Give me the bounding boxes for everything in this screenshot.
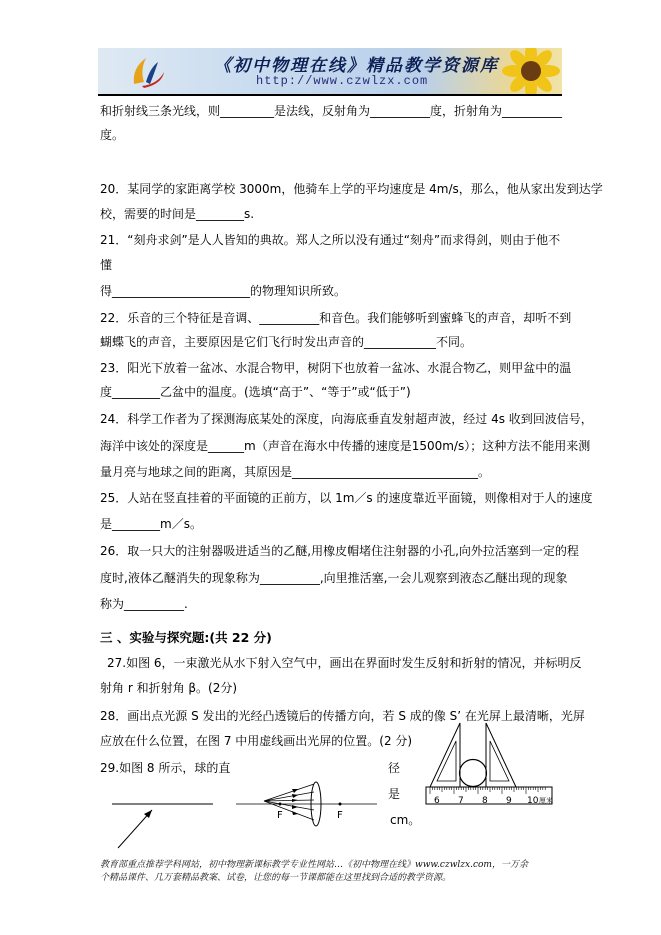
text-line: 29.如图 8 所示，球的直 — [100, 761, 231, 775]
text-line: 24．科学工作者为了探测海底某处的深度，向海底垂直发射超声波，经过 4s 收到回波信号， — [100, 412, 593, 426]
sunflower-icon — [496, 48, 562, 94]
text-line: 称为__________. — [100, 597, 188, 611]
text-line: 懂 — [100, 258, 113, 272]
header-rule — [98, 94, 562, 96]
text-line: 26．取一只大的注射器吸进适当的乙醚,用橡皮帽堵住注射器的小孔,向外拉活塞到一定的程 — [100, 544, 579, 558]
text-line: 得_______________________的物理知识所致。 — [100, 284, 347, 298]
text-line: 25．人站在竖直挂着的平面镜的正前方，以 1m／s 的速度靠近平面镜，则像相对于人的速度 — [100, 491, 593, 505]
text-line: 度。 — [100, 128, 125, 142]
text-fragment: 是 — [388, 787, 401, 801]
text-line: 度时,液体乙醚消失的现象称为__________,向里推活塞,一会儿观察到液态乙醚出现的现象 — [100, 571, 568, 585]
footer-line: 个精品课件、几万套精品教案、试卷，让您的每一节课都能在这里找到合适的教学资源。 — [100, 873, 452, 883]
ruler-unit: 厘米 — [539, 797, 553, 805]
focus-label-right: F — [337, 810, 343, 821]
banner-url[interactable]: http://www.czwlzx.com — [256, 74, 429, 88]
text-line: 应放在什么位置，在图 7 中用虚线画出光屏的位置。(2 分) — [100, 734, 413, 748]
ruler-label-9: 9 — [506, 796, 512, 806]
text-line: 射角 r 和折射角 β。(2分) — [100, 681, 238, 695]
text-line: 21．“刻舟求剑”是人人皆知的典故。郑人之所以没有通过“刻舟”而求得剑，则由于他不 — [100, 233, 561, 247]
text-line: 度________乙盆中的温度。(选填“高于”、“等于”或“低于”) — [100, 385, 411, 399]
text-line: 23．阳光下放着一盆冰、水混合物甲，树阴下也放着一盆冰、水混合物乙，则甲盆中的温 — [100, 361, 572, 375]
ruler-label-10: 10 — [527, 796, 539, 806]
focus-label-left: F — [277, 810, 283, 821]
header-banner — [98, 48, 562, 94]
banner-title: 《初中物理在线》精品教学资源库 — [214, 56, 499, 76]
text-line: 27.如图 6，一束激光从水下射入空气中，画出在界面时发生反射和折射的情况，并标明反 — [107, 656, 582, 670]
ruler-label-7: 7 — [458, 796, 464, 806]
text-line: 海洋中该处的深度是______m（声音在海水中传播的速度是1500m/s）；这种方法不能用来测 — [100, 439, 591, 453]
footer-line: 教育部重点推荐学科网站，初中物理新课标教学专业性网站…《初中物理在线》www.czwlzx.com，一万余 — [100, 860, 528, 870]
text-line: 28．画出点光源 S 发出的光经凸透镜后的传播方向，若 S 成的像 S’ 在光屏上最清晰，光屏 — [100, 709, 585, 723]
text-line: 是________m／s。 — [100, 517, 202, 531]
text-line: 和折射线三条光线，则_________是法线，反射角为__________度，折射角为__________ — [100, 104, 563, 118]
section-heading: 三 、实验与探究题:(共 22 分) — [100, 630, 272, 645]
text-line: 校，需要的时间是________s. — [100, 207, 255, 221]
figure-7-convex-lens — [232, 776, 382, 836]
text-line: 22．乐音的三个特征是音调、__________和音色。我们能够听到蜜蜂飞的声音，却听不到 — [100, 311, 572, 325]
text-line: 蝴蝶飞的声音，主要原因是它们飞行时发出声音的____________不同。 — [100, 335, 473, 349]
site-logo-icon — [128, 54, 168, 90]
text-line: 量月亮与地球之间的距离，其原因是_______________________________。 — [100, 465, 491, 479]
text-line: 20．某同学的家距离学校 3000m，他骑车上学的平均速度是 4m/s，那么，他从家出发到达学 — [100, 182, 603, 196]
figure-8-ruler-ball — [420, 717, 560, 809]
text-fragment: cm。 — [390, 813, 421, 827]
ruler-label-6: 6 — [434, 796, 440, 806]
ruler-label-8: 8 — [482, 796, 488, 806]
figure-6-refraction — [100, 796, 220, 852]
text-fragment: 径 — [388, 761, 401, 775]
